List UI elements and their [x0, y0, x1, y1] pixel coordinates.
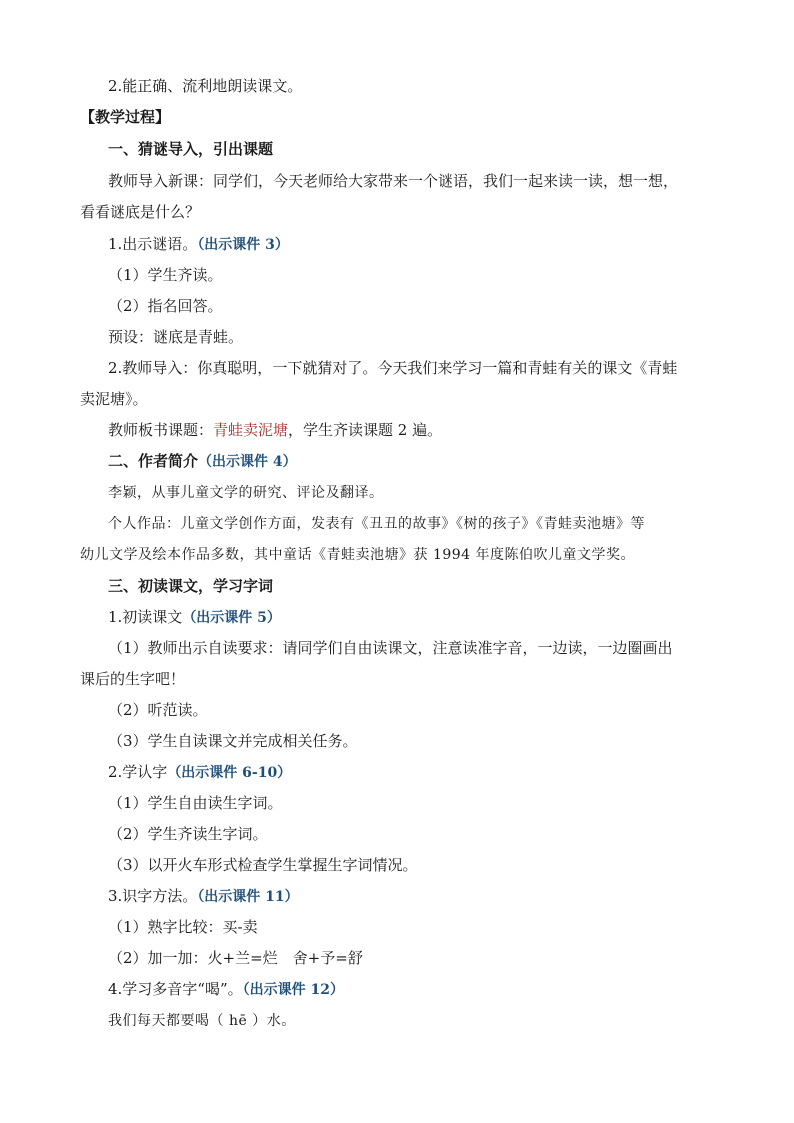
substep-line: （2）学生齐读生字词。 [108, 825, 268, 843]
step-line [108, 886, 299, 907]
section-heading-1: 一、猜谜导入，引出课题 [108, 140, 274, 158]
substep-line: （1）学生齐读。 [108, 266, 223, 284]
step-text: 2.学认字 [108, 763, 168, 781]
step-line [108, 762, 291, 783]
substep-line: （3）以开火车形式检查学生掌握生字词情况。 [108, 856, 418, 874]
author-works-line: 个人作品：儿童文学创作方面，发表有《丑丑的故事》《树的孩子》《青蛙卖池塘》等 [108, 516, 645, 532]
board-title-line [108, 420, 442, 440]
board-title-prefix: 教师板书课题： [108, 421, 214, 439]
author-intro-line: 李颖，从事儿童文学的研究、评论及翻译。 [108, 485, 384, 501]
courseware-note: （出示课件 11） [197, 889, 299, 905]
section-heading-text: 二、作者简介 [108, 452, 199, 470]
courseware-note: （出示课件 3） [197, 237, 289, 253]
paragraph-line: 看看谜底是什么？ [80, 203, 201, 221]
substep-line: （2）听范读。 [108, 701, 208, 719]
step-line [108, 979, 344, 1000]
substep-line: （1）熟字比较：买-卖 [108, 918, 258, 936]
substep-line: （2）指名回答。 [108, 297, 223, 315]
teaching-process-heading: 【教学过程】 [80, 108, 171, 126]
paragraph-line: 卖泥塘》。 [80, 390, 148, 408]
paragraph-line: 课后的生字吧！ [80, 670, 186, 688]
substep-line: （3）学生自读课文并完成相关任务。 [108, 732, 358, 750]
step-text: 1.出示谜语。 [108, 235, 198, 253]
step-text: 1.初读课文 [108, 608, 183, 626]
board-title-suffix: ，学生齐读课题 2 遍。 [288, 421, 443, 439]
courseware-note: （出示课件 6-10） [167, 765, 292, 781]
substep-line: （2）加一加：火+兰=烂 舍+予=舒 [108, 949, 363, 967]
paragraph-line: 教师导入新课：同学们，今天老师给大家带来一个谜语，我们一起来读一读，想一想， [108, 172, 679, 190]
step-text: 3.识字方法。 [108, 887, 198, 905]
section-heading-2 [108, 451, 297, 472]
author-works-line: 幼儿文学及绘本作品多数，其中童话《青蛙卖池塘》获 1994 年度陈伯吹儿童文学奖。 [80, 547, 636, 563]
objective-line: 2.能正确、流利地朗读课文。 [108, 77, 303, 95]
courseware-note: （出示课件 12） [242, 982, 345, 998]
paragraph-line: 预设：谜底是青蛙。 [108, 328, 244, 346]
paragraph-line: 2.教师导入：你真聪明，一下就猜对了。今天我们来学习一篇和青蛙有关的课文《青蛙 [108, 359, 678, 377]
courseware-note: （出示课件 5） [182, 610, 281, 626]
example-sentence: 我们每天都要喝（ hē ）水。 [108, 1013, 296, 1029]
section-heading-3: 三、初读课文，学习字词 [108, 577, 274, 595]
step-line [108, 607, 281, 628]
substep-line: （1）教师出示自读要求：请同学们自由读课文，注意读准字音，一边读，一边圈画出 [108, 639, 673, 657]
courseware-note: （出示课件 4） [198, 454, 297, 470]
step-line [108, 234, 289, 255]
lesson-title: 青蛙卖泥塘 [213, 421, 289, 439]
substep-line: （1）学生自由读生字词。 [108, 794, 283, 812]
step-text: 4.学习多音字“喝”。 [108, 980, 243, 998]
